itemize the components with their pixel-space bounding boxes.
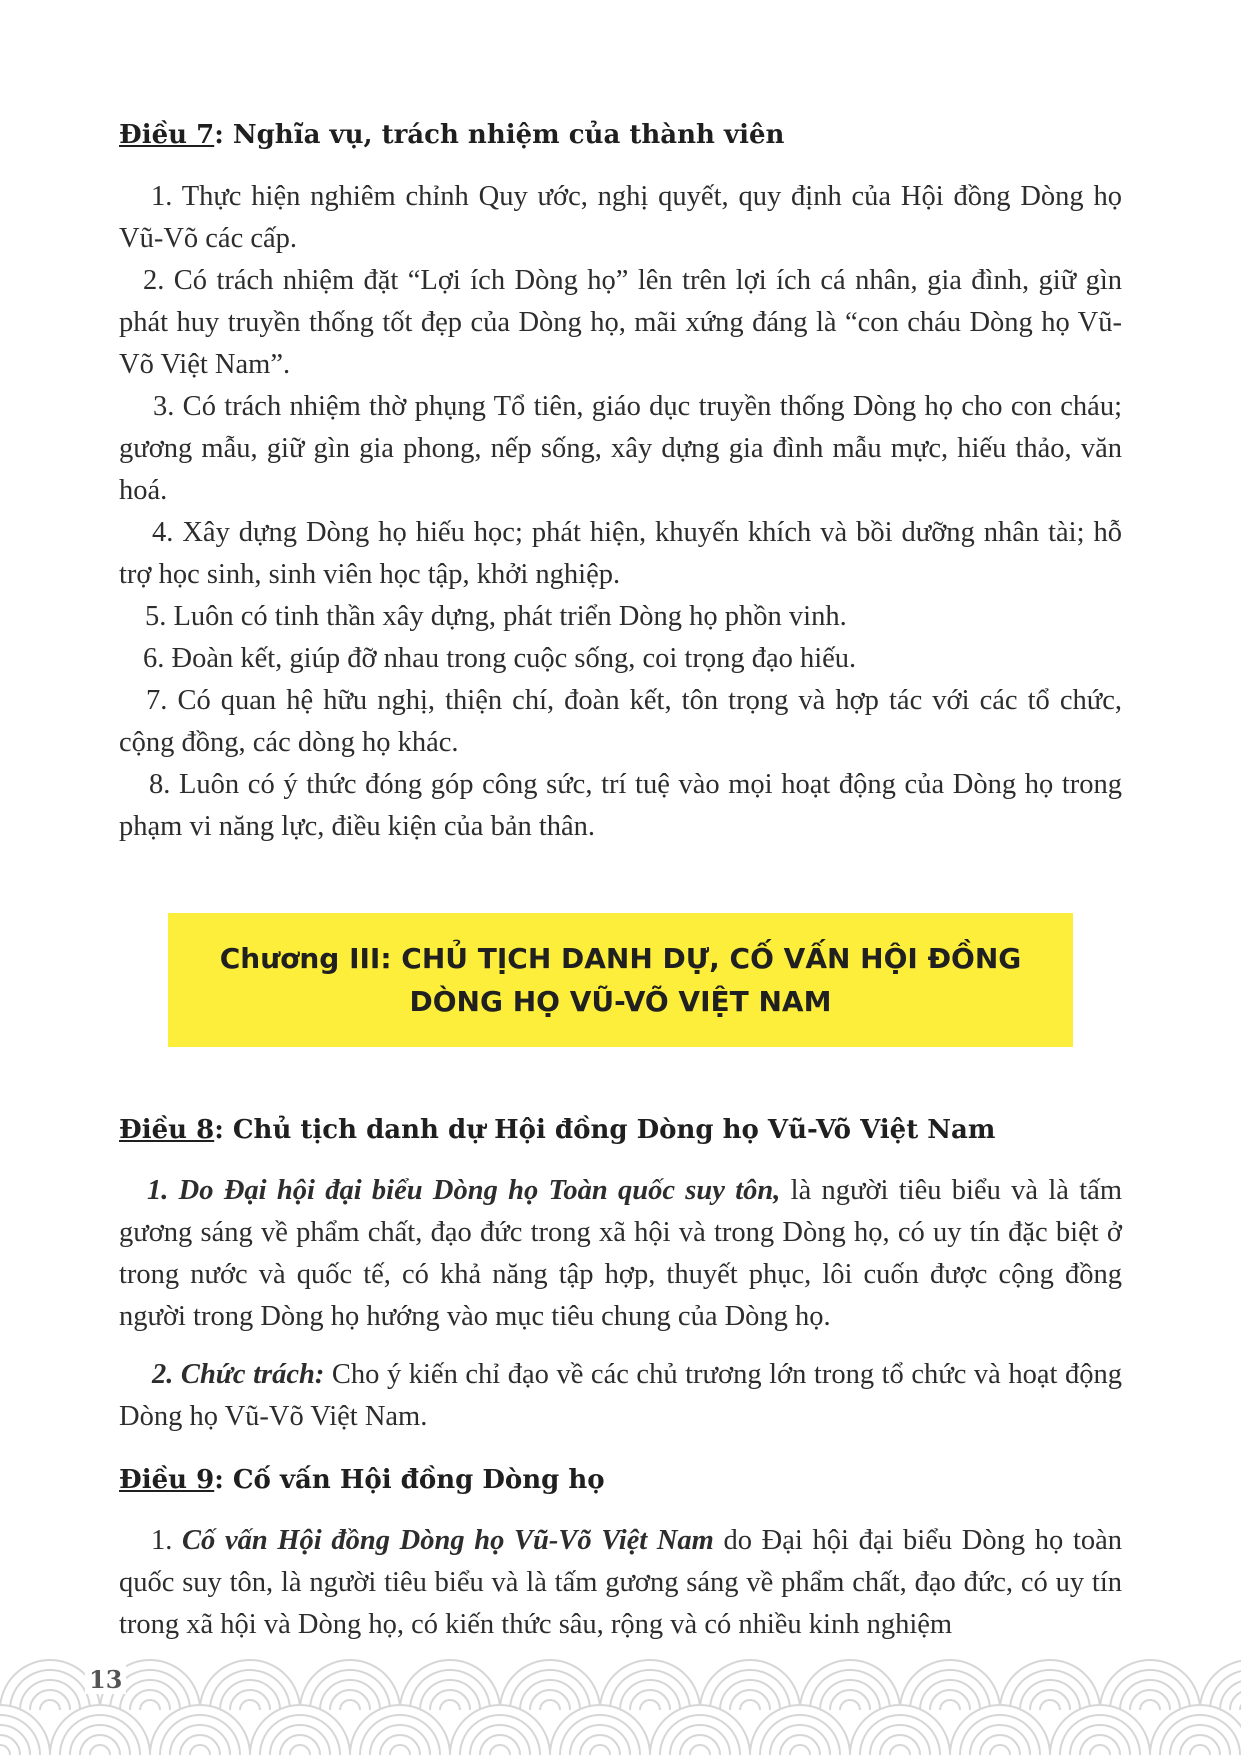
article-7-item-3: 3. Có trách nhiệm thờ phụng Tổ tiên, giáo dục truyền thống Dòng họ cho con cháu; gương mẫu, giữ gìn gia phong, nếp sống, xây dựng gia đình mẫu mực, hiếu thảo, văn hoá. [119,391,1122,506]
footer-arc [1150,1705,1241,1755]
footer-arc [950,1705,1050,1755]
article-7-item-1: 1. Thực hiện nghiêm chỉnh Quy ước, nghị quyết, quy định của Hội đồng Dòng họ Vũ-Võ các cấp. [119,181,1122,254]
footer-arc [350,1705,450,1755]
article-7-item-7: 7. Có quan hệ hữu nghị, thiện chí, đoàn kết, tôn trọng và hợp tác với các tổ chức, cộng đồng, các dòng họ khác. [119,685,1122,758]
article-8-number: Điều 8 [119,1115,215,1145]
article-8-p2-emphasis: 2. Chức trách: [152,1359,325,1390]
article-9-number: Điều 9 [119,1465,215,1495]
article-7-number: Điều 7 [119,120,215,150]
footer-arc [150,1705,250,1755]
article-9-p1-text: do Đại hội đại biểu Dòng họ toàn quốc suy tôn, là người tiêu biểu và là tấm gương sáng về phẩm chất, đạo đức, có uy tín trong xã hội và Dòng họ, có kiến thức sâu, rộng và có nhiều kinh nghiệm [119,1525,1123,1640]
article-7-title: : Nghĩa vụ, trách nhiệm của thành viên [214,120,785,150]
footer-arc [650,1705,750,1755]
footer-arc [500,1660,600,1710]
footer-arc [900,1660,1000,1710]
article-7-item-6: 6. Đoàn kết, giúp đỡ nhau trong cuộc sống, coi trọng đạo hiếu. [143,643,857,674]
article-8-paragraph-2 [119,1354,1122,1438]
chapter-3-banner [168,913,1073,1047]
article-9-heading [119,1465,605,1495]
footer-arc [1050,1705,1150,1755]
article-7-heading [119,120,784,150]
footer-arc [250,1705,350,1755]
article-8-p2-text: Cho ý kiến chỉ đạo về các chủ trương lớn trong tổ chức và hoạt động Dòng họ Vũ-Võ Việt Nam. [119,1359,1122,1432]
footer-arc [300,1660,400,1710]
footer-wave-pattern [0,1640,1241,1755]
footer-arc [750,1705,850,1755]
footer-arc [600,1660,700,1710]
footer-arc [450,1705,550,1755]
article-9-title: : Cố vấn Hội đồng Dòng họ [214,1465,605,1495]
page-number: 13 [85,1665,126,1694]
footer-arc [50,1705,150,1755]
article-7-item-4: 4. Xây dựng Dòng họ hiếu học; phát hiện, khuyến khích và bồi dưỡng nhân tài; hỗ trợ học sinh, sinh viên học tập, khởi nghiệp. [119,517,1122,590]
footer-arc [550,1705,650,1755]
footer-arc [850,1705,950,1755]
article-9-p1-prefix: 1. [151,1525,183,1556]
footer-arc [1100,1660,1200,1710]
article-9-paragraph-1 [119,1520,1122,1646]
article-8-p1-emphasis: 1. Do Đại hội đại biểu Dòng họ Toàn quốc suy tôn, [147,1175,781,1206]
article-8-title: : Chủ tịch danh dự Hội đồng Dòng họ Vũ-Võ Việt Nam [214,1115,996,1145]
footer-arc [800,1660,900,1710]
chapter-3-title-line2: DÒNG HỌ VŨ-VÕ VIỆT NAM [409,985,832,1018]
article-7-item-5: 5. Luôn có tinh thần xây dựng, phát triển Dòng họ phồn vinh. [145,601,847,632]
article-7-item-8: 8. Luôn có ý thức đóng góp công sức, trí tuệ vào mọi hoạt động của Dòng họ trong phạm vi năng lực, điều kiện của bản thân. [119,769,1122,842]
article-8-heading [119,1115,995,1145]
article-7-item-2: 2. Có trách nhiệm đặt “Lợi ích Dòng họ” lên trên lợi ích cá nhân, gia đình, giữ gìn phát huy truyền thống tốt đẹp của Dòng họ, mãi xứng đáng là “con cháu Dòng họ Vũ-Võ Việt Nam”. [119,265,1122,380]
article-8-p1-text: là người tiêu biểu và là tấm gương sáng về phẩm chất, đạo đức trong xã hội và trong Dòng họ, có uy tín đặc biệt ở trong nước và quốc tế, có khả năng tập hợp, thuyết phục, lôi cuốn được cộng đồng người trong Dòng họ hướng vào mục tiêu chung của Dòng họ. [119,1175,1122,1332]
footer-arc [200,1660,300,1710]
article-8-paragraph-1 [119,1170,1122,1338]
chapter-3-title-line1: Chương III: CHỦ TỊCH DANH DỰ, CỐ VẤN HỘI ĐỒNG [219,942,1022,975]
article-9-p1-emphasis: Cố vấn Hội đồng Dòng họ Vũ-Võ Việt Nam [182,1525,714,1556]
footer-arc [700,1660,800,1710]
footer-arc [400,1660,500,1710]
footer-arc [1000,1660,1100,1710]
